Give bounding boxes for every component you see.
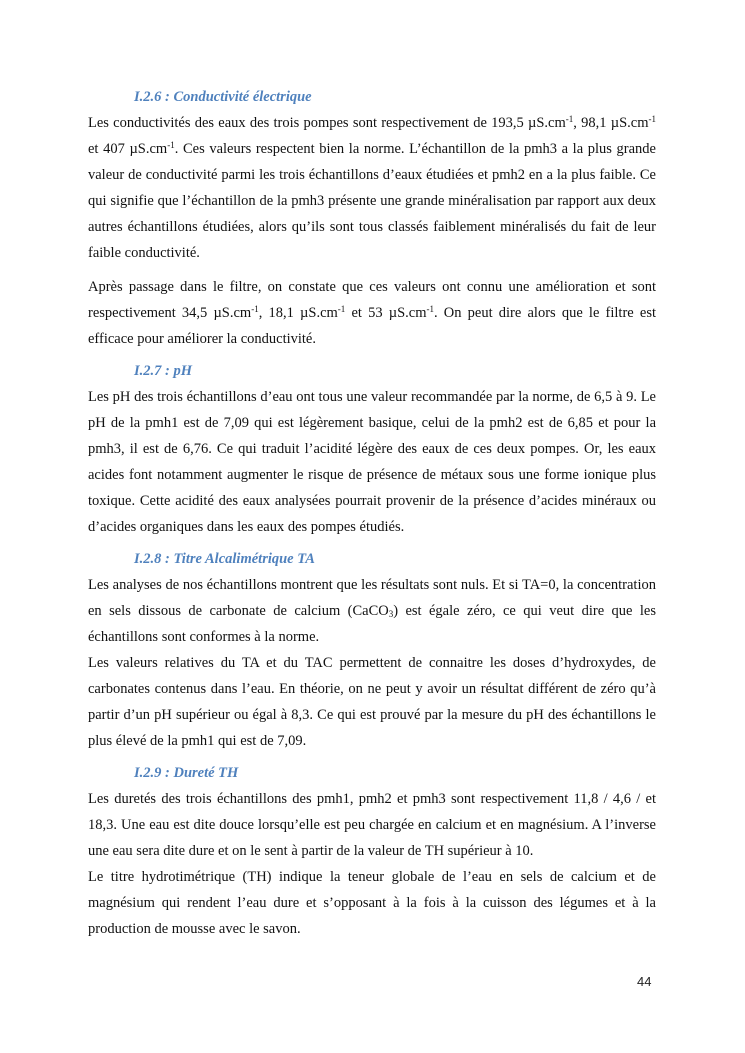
section-heading-titre-alcalimetrique: I.2.8 : Titre Alcalimétrique TA <box>134 551 315 567</box>
paragraph-conductivite-2 <box>88 274 656 352</box>
subscript: 3 <box>388 609 394 619</box>
section-heading-ph: I.2.7 : pH <box>134 363 192 379</box>
superscript: -1 <box>337 304 346 314</box>
section-heading-conductivite: I.2.6 : Conductivité électrique <box>134 89 312 105</box>
paragraph-ph-1: Les pH des trois échantillons d’eau ont tous une valeur recommandée par la norme, de 6,5 à 9. Le pH de la pmh1 est de 7,09 qui est légèrement basique, celui de la pmh2 est de 6,85 et pour la pmh3, il est de 6,76. Ce qui traduit l’acidité légère des eaux de ces deux pompes. Or, les eaux acides font notamment augmenter le risque de présence de métaux sous une forme ionique plus toxique. Cette acidité des eaux analysées pourrait provenir de la présence d’acides minéraux ou d’acides organiques dans les eaux des pompes étudiés. <box>88 389 656 535</box>
paragraph-ta-1 <box>88 572 656 650</box>
paragraph-th-1: Les duretés des trois échantillons des pmh1, pmh2 et pmh3 sont respectivement 11,8 / 4,6 / et 18,3. Une eau est dite douce lorsqu’elle est peu chargée en calcium et en magnésium. A l’inverse une eau sera dite dure et on le sent à partir de la valeur de TH supérieur à 10. <box>88 791 656 859</box>
text-run: et 407 µS.cm <box>88 141 168 157</box>
text-run: et 53 µS.cm <box>345 305 427 321</box>
text-run: Les analyses de nos échantillons montrent que les résultats sont nuls. Et si TA=0, la concentration en sels dissous de carbonate de calcium (CaCO <box>88 577 656 619</box>
paragraph-conductivite-1 <box>88 110 656 266</box>
page-number: 44 <box>637 974 652 989</box>
paragraph-ta-2: Les valeurs relatives du TA et du TAC permettent de connaitre les doses d’hydroxydes, de carbonates contenus dans l’eau. En théorie, on ne peut y avoir un résultat différent de zéro qu’à partir d’un pH supérieur ou égal à 8,3. Ce qui est prouvé par la mesure du pH des échantillons le plus élevé de la pmh1 qui est de 7,09. <box>88 655 656 749</box>
page-body <box>88 84 656 942</box>
superscript: -1 <box>565 114 574 124</box>
text-run: Après passage dans le filtre, on constate que ces valeurs ont connu une amélioration et sont respectivement 34,5 µS.cm <box>88 279 656 321</box>
paragraph-th-2: Le titre hydrotimétrique (TH) indique la teneur globale de l’eau en sels de calcium et de magnésium qui rendent l’eau dure et s’opposant à la fois à la cuisson des légumes et à la production de mousse avec le savon. <box>88 869 656 937</box>
text-run: ) est égale zéro, ce qui veut dire que les échantillons sont conformes à la norme. <box>88 603 656 645</box>
section-heading-durete: I.2.9 : Dureté TH <box>134 765 239 781</box>
superscript: -1 <box>426 304 434 314</box>
text-run: , 98,1 µS.cm <box>573 115 649 131</box>
text-run: Les conductivités des eaux des trois pompes sont respectivement de 193,5 µS.cm <box>88 115 566 131</box>
superscript: -1 <box>167 140 175 150</box>
text-run: . Ces valeurs respectent bien la norme. L’échantillon de la pmh3 a la plus grande valeur de conductivité parmi les trois échantillons d’eaux étudiées et pmh2 en a la plus faible. Ce qui signifie que l’échantillon de la pmh3 présente une grande minéralisation par rapport aux deux autres échantillons étudiées, alors qu’ils sont tous classés faiblement minéralisés du fait de leur faible conductivité. <box>88 141 656 261</box>
text-run: , 18,1 µS.cm <box>258 305 338 321</box>
superscript: -1 <box>251 304 259 314</box>
text-run: . On peut dire alors que le filtre est efficace pour améliorer la conductivité. <box>88 305 656 347</box>
superscript: -1 <box>648 114 656 124</box>
